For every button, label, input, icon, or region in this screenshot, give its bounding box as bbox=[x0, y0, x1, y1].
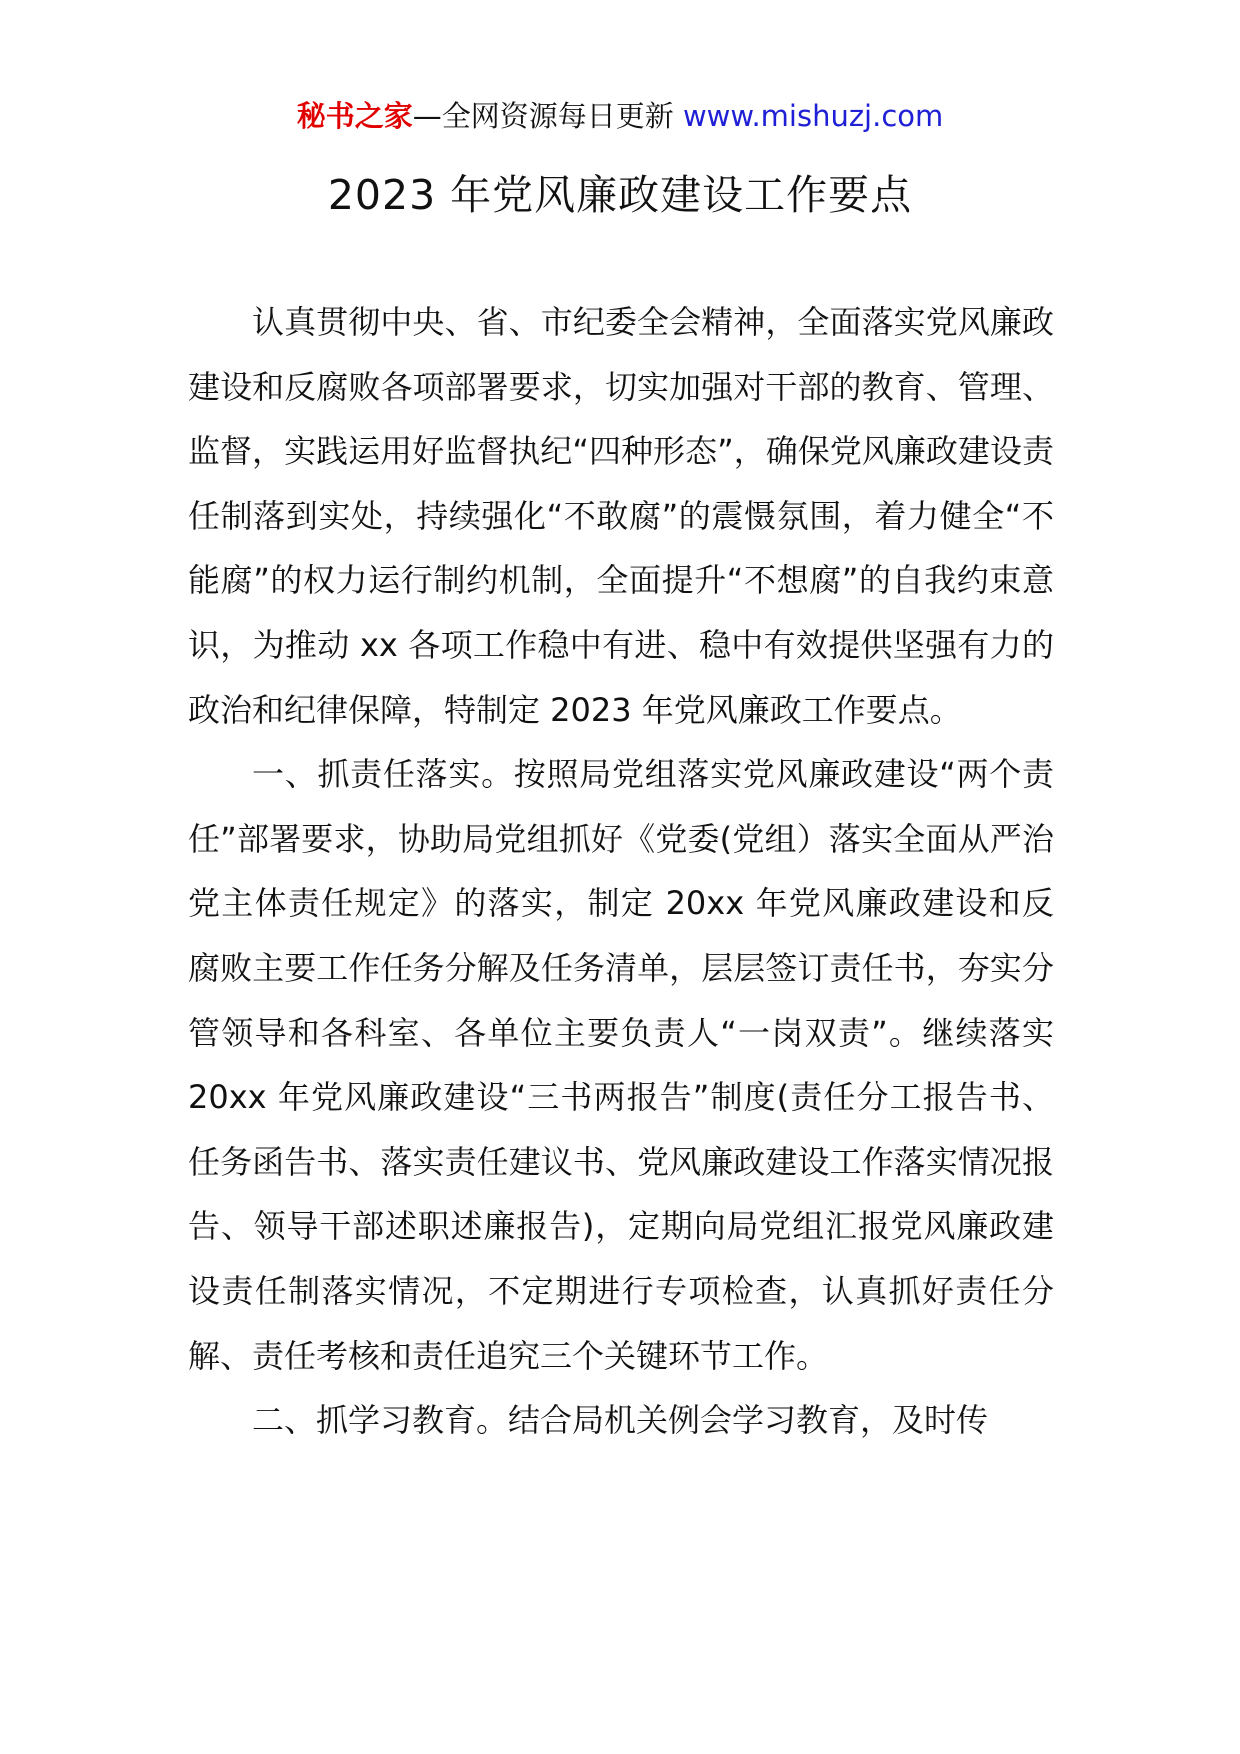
banner-tagline: —全网资源每日更新 bbox=[412, 99, 683, 133]
brand-name: 秘书之家 bbox=[296, 99, 413, 133]
paragraph-section-1: 一、抓责任落实。按照局党组落实党风廉政建设“两个责任”部署要求，协助局党组抓好《党委(党组）落实全面从严治党主体责任规定》的落实，制定 20xx 年党风廉政建设和反腐败主要工作任务分解及任务清单，层层签订责任书，夯实分管领导和各科室、各单位主要负责人“一岗双责”。继续落实 20xx 年党风廉政建设“三书两报告”制度(责任分工报告书、任务函告书、落实责任建议书、党风廉政建设工作落实情况报告、领导干部述职述廉报告)，定期向局党组汇报党风廉政建设责任制落实情况，不定期进行专项检查，认真抓好责任分解、责任考核和责任追究三个关键环节工作。 bbox=[188, 755, 1054, 1375]
document-title: 2023 年党风廉政建设工作要点 bbox=[327, 171, 913, 219]
paragraph-section-2: 二、抓学习教育。结合局机关例会学习教育，及时传 bbox=[252, 1401, 989, 1440]
site-url-link[interactable]: www.mishuzj.com bbox=[682, 99, 944, 133]
document-body bbox=[188, 290, 1054, 1453]
site-banner bbox=[0, 96, 1240, 136]
paragraph-intro: 认真贯彻中央、省、市纪委全会精神，全面落实党风廉政建设和反腐败各项部署要求，切实加强对干部的教育、管理、监督，实践运用好监督执纪“四种形态”，确保党风廉政建设责任制落到实处，持续强化“不敢腐”的震慑氛围，着力健全“不能腐”的权力运行制约机制，全面提升“不想腐”的自我约束意识，为推动 xx 各项工作稳中有进、稳中有效提供坚强有力的政治和纪律保障，特制定 2023 年党风廉政工作要点。 bbox=[188, 303, 1054, 729]
